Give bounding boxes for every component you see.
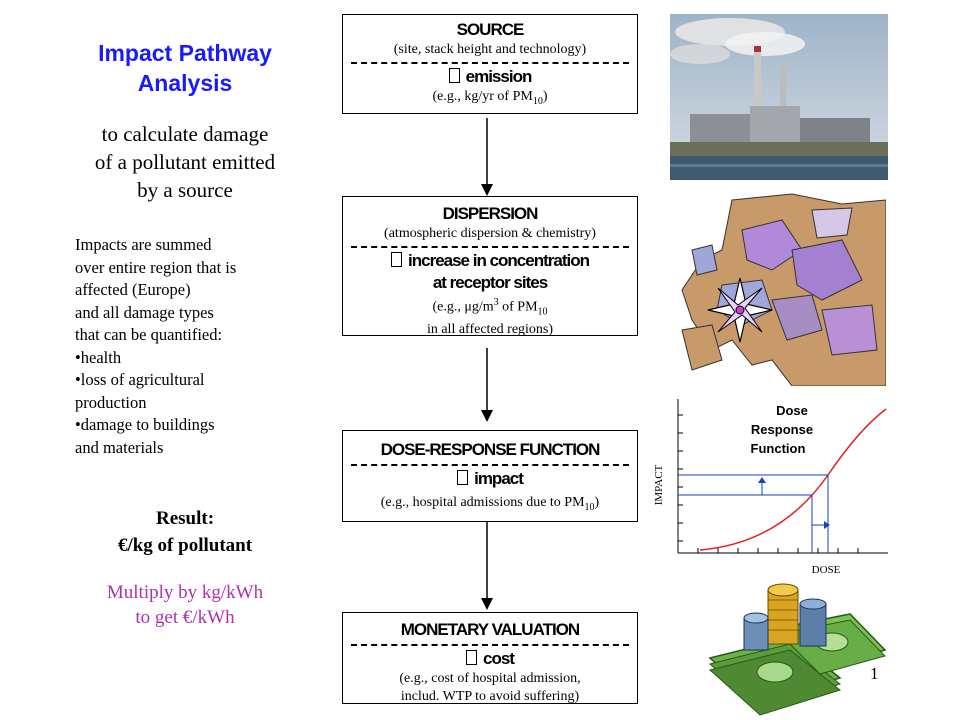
dose-example-close: ) bbox=[594, 495, 600, 510]
box-monetary bbox=[342, 612, 638, 704]
source-example-sub: 10 bbox=[532, 95, 543, 107]
subtitle-line-2: of a pollutant emitted bbox=[94, 150, 276, 174]
flow-arrows bbox=[470, 110, 510, 670]
arrow-right-icon bbox=[466, 650, 477, 665]
source-description: (site, stack height and technology) bbox=[393, 42, 587, 57]
dispersion-example-mid: of PM bbox=[498, 299, 538, 315]
source-example-close: ) bbox=[542, 89, 548, 104]
graph-title-line-3: Function bbox=[750, 441, 806, 456]
multiply-line-1: Multiply by kg/kWh bbox=[106, 582, 264, 603]
money-clipart bbox=[700, 578, 890, 716]
dispersion-example bbox=[343, 294, 637, 321]
result-label: Result: bbox=[155, 508, 215, 529]
dispersion-example-sub: 10 bbox=[537, 306, 548, 318]
arrowhead-1 bbox=[481, 184, 493, 196]
x-axis-label: DOSE bbox=[811, 564, 841, 576]
dispersion-example-text: (e.g., μg/m bbox=[432, 299, 494, 315]
arrow-right-icon bbox=[391, 252, 402, 267]
graph-title-line-1: Dose bbox=[776, 403, 808, 418]
title-line-1: Impact Pathway bbox=[98, 40, 272, 66]
impacts-line: over entire region that is bbox=[75, 257, 237, 277]
impacts-line: and materials bbox=[75, 437, 164, 457]
page-number: 1 bbox=[870, 664, 879, 683]
box-dispersion bbox=[342, 196, 638, 336]
dose-heading: DOSE-RESPONSE FUNCTION bbox=[380, 440, 600, 459]
arrowhead-2 bbox=[481, 410, 493, 422]
source-output-label: emission bbox=[465, 67, 532, 86]
coin-stack-icon bbox=[744, 584, 826, 650]
arrowhead-3 bbox=[481, 598, 493, 610]
dispersion-output bbox=[343, 250, 637, 272]
power-plant-photo bbox=[670, 14, 888, 180]
monetary-example-line-1: (e.g., cost of hospital admission, bbox=[399, 671, 581, 686]
x-axis-ticks bbox=[698, 548, 858, 553]
right-arrow-icon bbox=[824, 521, 830, 529]
source-divider bbox=[351, 62, 629, 64]
result bbox=[60, 505, 310, 559]
dose-response-graph bbox=[640, 395, 890, 580]
source-example-text: (e.g., kg/yr of PM bbox=[432, 89, 533, 104]
source-output bbox=[343, 66, 637, 88]
y-axis-label: IMPACT bbox=[653, 464, 665, 506]
impacts-line: Impacts are summed bbox=[75, 235, 212, 254]
result-unit: €/kg of pollutant bbox=[117, 535, 253, 556]
source-heading: SOURCE bbox=[456, 20, 524, 39]
dose-example bbox=[343, 494, 637, 517]
dose-example-text: (e.g., hospital admissions due to PM bbox=[380, 495, 585, 510]
subtitle bbox=[60, 120, 310, 204]
dispersion-example-line-2: in all affected regions) bbox=[426, 322, 554, 338]
monetary-divider bbox=[351, 644, 629, 646]
dose-output bbox=[343, 468, 637, 490]
dispersion-divider bbox=[351, 246, 629, 248]
box-dose-response bbox=[342, 430, 638, 522]
impacts-line: that can be quantified: bbox=[75, 325, 223, 344]
source-example bbox=[343, 88, 637, 111]
dispersion-heading: DISPERSION bbox=[442, 204, 538, 223]
impacts-line: production bbox=[75, 392, 147, 412]
arrow-right-icon bbox=[449, 68, 460, 83]
monetary-output-label: cost bbox=[483, 649, 514, 668]
europe-map bbox=[672, 190, 886, 386]
dose-example-sub: 10 bbox=[584, 501, 595, 513]
box-source bbox=[342, 14, 638, 114]
dispersion-example-sup: 3 bbox=[493, 297, 499, 308]
impacts-bullet-buildings: •damage to buildings bbox=[75, 415, 215, 434]
monetary-heading: MONETARY VALUATION bbox=[400, 620, 580, 639]
title-line-2: Analysis bbox=[137, 70, 233, 96]
monetary-output bbox=[343, 648, 637, 670]
impacts-description bbox=[75, 234, 295, 459]
impacts-line: and all damage types bbox=[75, 302, 214, 322]
graph-title-line-2: Response bbox=[750, 422, 814, 437]
impacts-bullet-agriculture: •loss of agricultural bbox=[75, 370, 205, 389]
y-axis-ticks bbox=[678, 415, 683, 541]
arrow-right-icon bbox=[457, 470, 468, 485]
dispersion-output-label-2: at receptor sites bbox=[432, 273, 548, 292]
subtitle-line-1: to calculate damage bbox=[101, 122, 269, 146]
up-arrow-icon bbox=[758, 477, 766, 483]
impacts-line: affected (Europe) bbox=[75, 280, 191, 299]
guide-lines bbox=[678, 475, 828, 553]
dispersion-output-label: increase in concentration bbox=[408, 251, 589, 270]
dose-divider bbox=[351, 464, 629, 466]
multiply-note bbox=[60, 580, 310, 630]
impacts-bullet-health: •health bbox=[75, 347, 122, 367]
monetary-example-line-2: includ. WTP to avoid suffering) bbox=[400, 689, 580, 704]
dispersion-description: (atmospheric dispersion & chemistry) bbox=[384, 226, 596, 241]
page-title bbox=[60, 38, 310, 98]
subtitle-line-3: by a source bbox=[137, 178, 233, 202]
dose-output-label: impact bbox=[474, 469, 523, 488]
multiply-line-2: to get €/kWh bbox=[135, 607, 235, 628]
